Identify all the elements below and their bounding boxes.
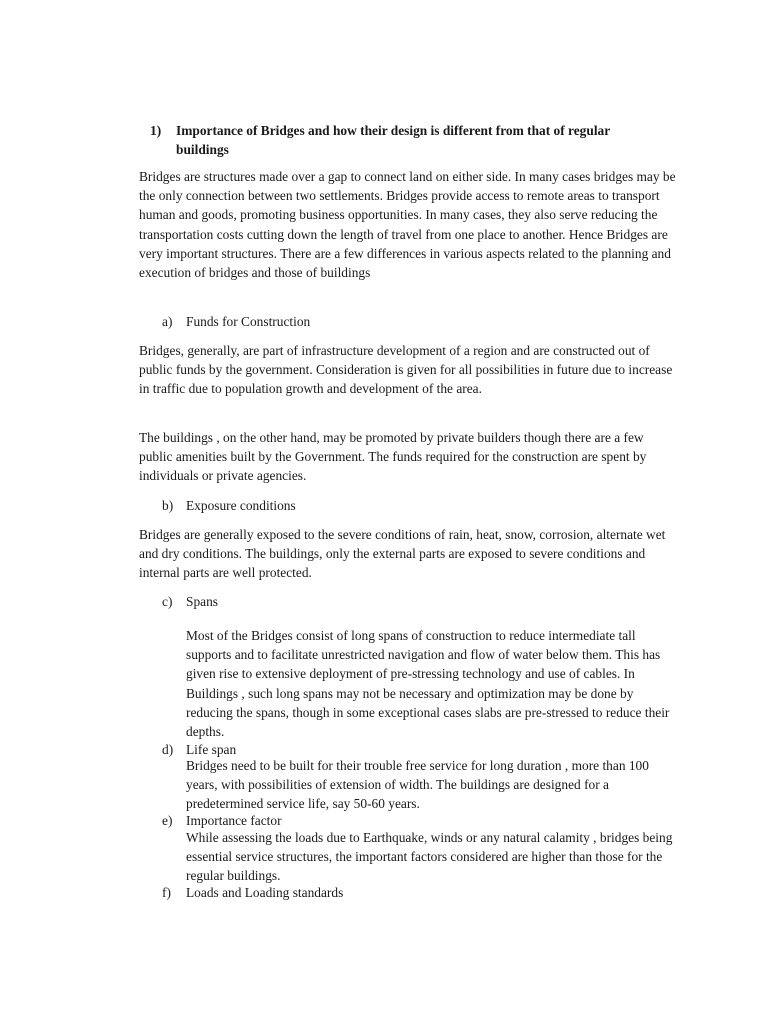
list-marker: f) [162,885,171,900]
list-marker: b) [162,498,174,513]
list-marker: d) [162,742,174,757]
exposure-paragraph: Bridges are generally exposed to the severe conditions of rain, heat, snow, corrosion, alternate wet and dry conditions. The buildings, only the external parts are exposed to severe conditions and internal parts are well protected. [139,527,666,581]
intro-paragraph: Bridges are structures made over a gap to connect land on either side. In many cases bridges may be the only connection between two settlements. Bridges provide access to remote areas to transport human and goods, promoting business opportunities. In many cases, they also serve reducing the transportation costs cutting down the length of travel from one place to another. Hence Bridges are very important structures. There are a few differences in various aspects related to the planning and execution of bridges and those of buildings [139,169,676,281]
list-item-title: Exposure conditions [186,498,296,513]
heading-text: Importance of Bridges and how their design is different from that of regular buildings [176,123,610,158]
list-marker: a) [162,314,173,329]
spans-paragraph: Most of the Bridges consist of long spans of construction to reduce intermediate tall supports and to facilitate unrestricted navigation and flow of water below them. This has given rise to extensive deployment of pre-stressing technology and use of cables. In Buildings , such long spans may not be necessary and optimization may be done by reducing the spans, though in some exceptional cases slabs are pre-stressed to reduce their depths. [186,628,670,740]
funds-paragraph-1: Bridges, generally, are part of infrastructure development of a region and are constructed out of public funds by the government. Consideration is given for all possibilities in future due to increase in traffic due to population growth and development of the area. [139,343,673,397]
list-item-title: Importance factor [186,813,282,828]
funds-paragraph-2: The buildings , on the other hand, may be promoted by private builders though there are a few public amenities built by the Government. The funds required for the construction are spent by individuals or private agencies. [139,430,647,484]
list-item-title: Funds for Construction [186,314,311,329]
list-marker: c) [162,594,173,609]
importance-factor-paragraph: While assessing the loads due to Earthquake, winds or any natural calamity , bridges being essential service structures, the important factors considered are higher than those for the regular buildings. [186,830,673,884]
list-item-title: Life span [186,742,237,757]
heading-number: 1) [150,123,162,138]
list-item-title: Loads and Loading standards [186,885,344,900]
list-marker: e) [162,813,173,828]
list-item-title: Spans [186,594,218,609]
section-heading [150,121,650,159]
life-span-paragraph: Bridges need to be built for their trouble free service for long duration , more than 100 years, with possibilities of extension of width. The buildings are designed for a predetermined service life, say 50-60 years. [186,758,649,812]
